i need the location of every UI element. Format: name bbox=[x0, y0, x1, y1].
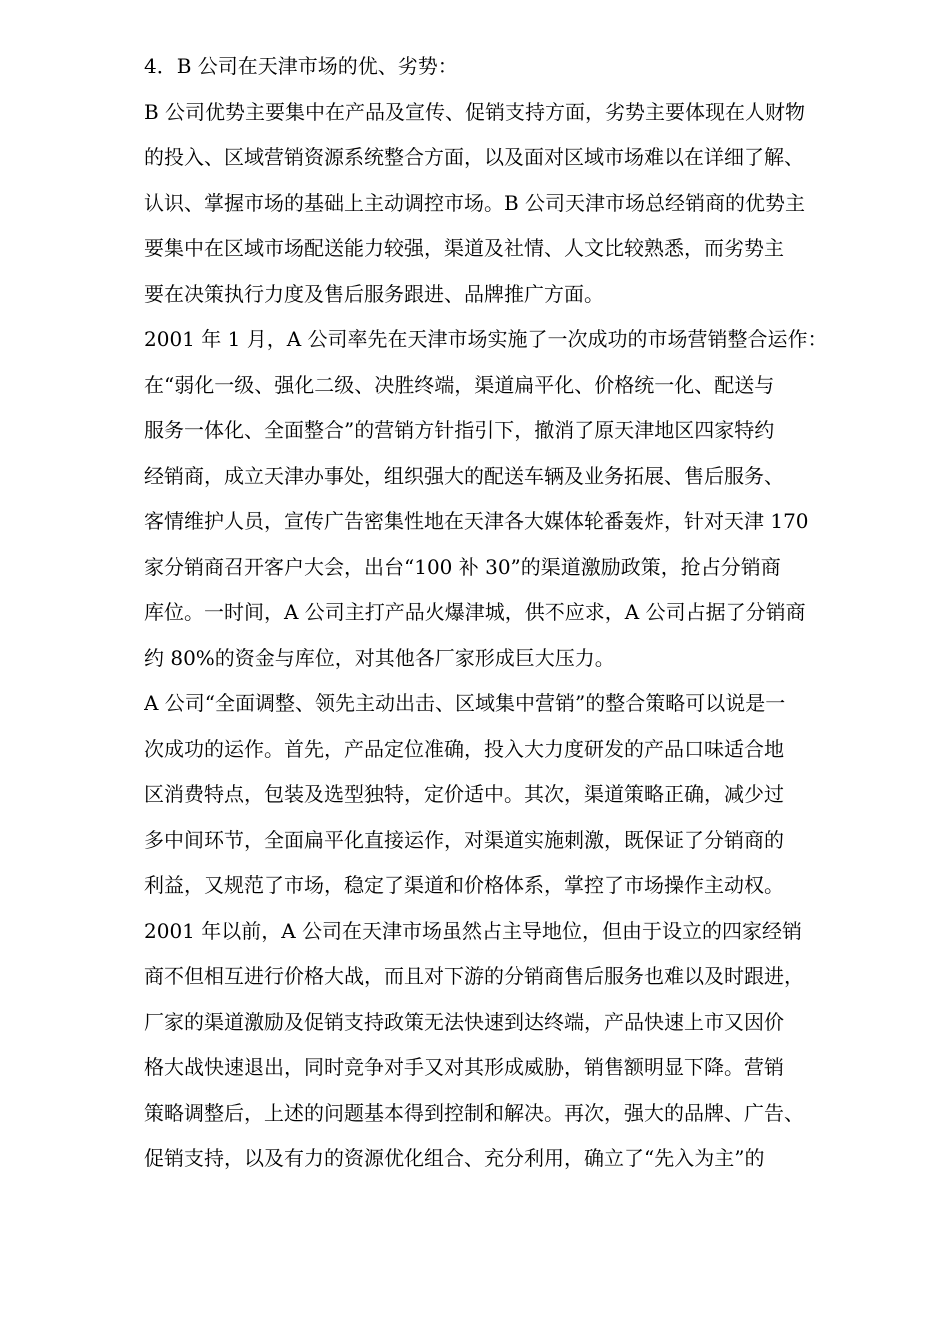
text-line: 客情维护人员，宣传广告密集性地在天津各大媒体轮番轰炸，针对天津 170 bbox=[144, 509, 809, 533]
text-line: 格大战快速退出，同时竞争对手又对其形成威胁，销售额明显下降。营销 bbox=[144, 1055, 784, 1079]
text-line: 2001 年 1 月，A 公司率先在天津市场实施了一次成功的市场营销整合运作： bbox=[144, 327, 828, 351]
text-line: 促销支持，以及有力的资源优化组合、充分利用，确立了“先入为主”的 bbox=[144, 1146, 765, 1170]
text-line: 经销商，成立天津办事处，组织强大的配送车辆及业务拓展、售后服务、 bbox=[144, 463, 784, 488]
text-line: 次成功的运作。首先，产品定位准确，投入大力度研发的产品口味适合地 bbox=[144, 736, 784, 761]
text-line: 库位。一时间，A 公司主打产品火爆津城，供不应求，A 公司占据了分销商 bbox=[144, 600, 806, 624]
text-line: 区消费特点，包装及选型独特，定价适中。其次，渠道策略正确，减少过 bbox=[144, 782, 784, 806]
text-line: 多中间环节，全面扁平化直接运作，对渠道实施刺激，既保证了分销商的 bbox=[144, 827, 784, 852]
text-line: 商不但相互进行价格大战，而且对下游的分销商售后服务也难以及时跟进， bbox=[144, 964, 804, 988]
text-line: 服务一体化、全面整合”的营销方针指引下，撤消了原天津地区四家特约 bbox=[144, 418, 775, 442]
section-heading: 4．B 公司在天津市场的优、劣势： bbox=[144, 54, 458, 78]
text-line: 厂家的渠道激励及促销支持政策无法快速到达终端，产品快速上市又因价 bbox=[144, 1009, 784, 1034]
text-line: B 公司优势主要集中在产品及宣传、促销支持方面，劣势主要体现在人财物 bbox=[144, 99, 806, 124]
text-line: 的投入、区域营销资源系统整合方面，以及面对区域市场难以在详细了解、 bbox=[144, 145, 804, 169]
text-line: 要集中在区域市场配送能力较强，渠道及社情、人文比较熟悉，而劣势主 bbox=[144, 236, 784, 260]
text-line: 利益，又规范了市场，稳定了渠道和价格体系，掌控了市场操作主动权。 bbox=[144, 873, 784, 897]
body-text bbox=[144, 44, 884, 1182]
text-line: 2001 年以前，A 公司在天津市场虽然占主导地位，但由于设立的四家经销 bbox=[144, 918, 803, 943]
text-line: 约 80%的资金与库位，对其他各厂家形成巨大压力。 bbox=[144, 645, 615, 670]
text-line: 要在决策执行力度及售后服务跟进、品牌推广方面。 bbox=[144, 281, 604, 306]
text-line: 策略调整后，上述的问题基本得到控制和解决。再次，强大的品牌、广告、 bbox=[144, 1100, 804, 1125]
text-line: 家分销商召开客户大会，出台“100 补 30”的渠道激励政策，抢占分销商 bbox=[144, 554, 781, 579]
text-line: 认识、掌握市场的基础上主动调控市场。B 公司天津市场总经销商的优势主 bbox=[144, 190, 806, 215]
text-line: 在“弱化一级、强化二级、决胜终端，渠道扁平化、价格统一化、配送与 bbox=[144, 372, 775, 397]
text-line: A 公司“全面调整、领先主动出击、区域集中营销”的整合策略可以说是一 bbox=[144, 691, 786, 715]
